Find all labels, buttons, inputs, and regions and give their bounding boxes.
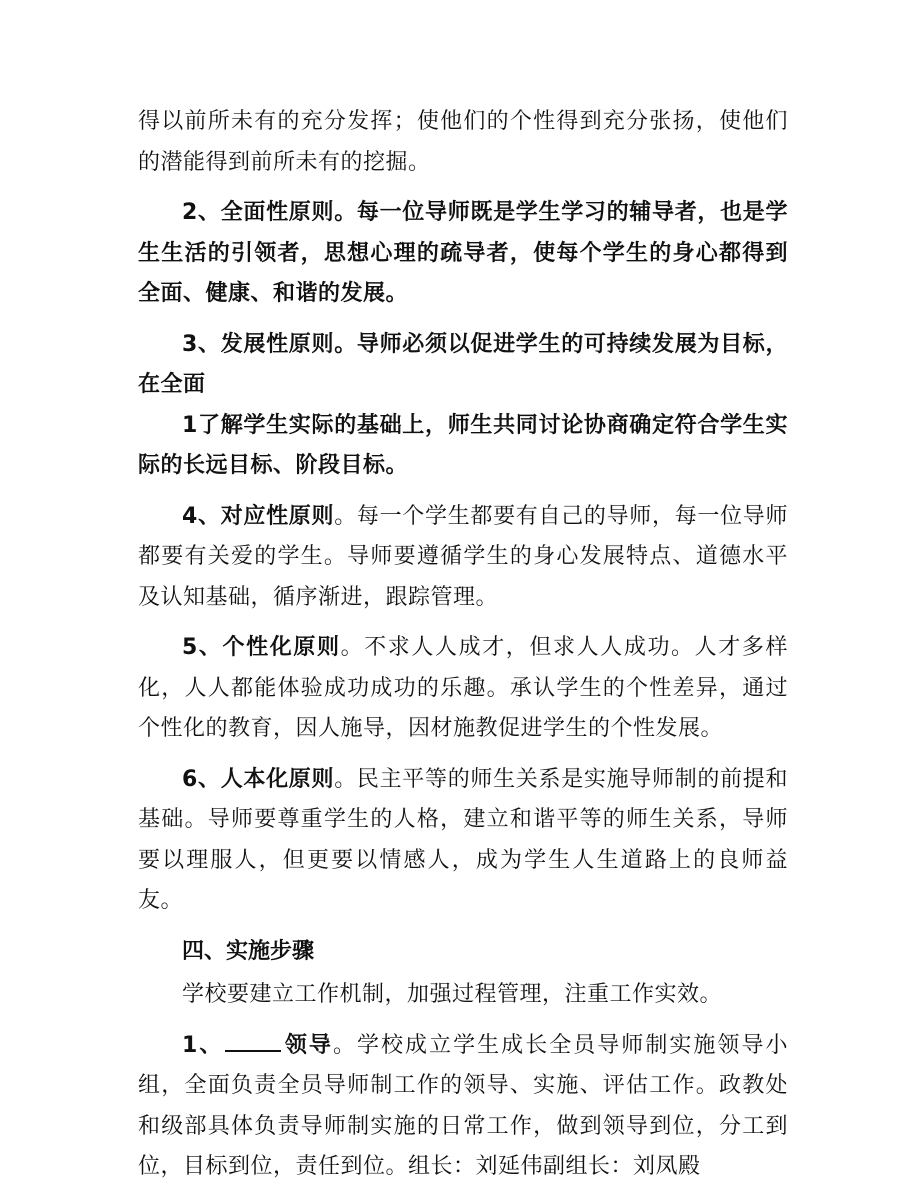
principle-correspondence-title: 4、对应性原则 <box>182 503 335 529</box>
implementation-leadership <box>138 1026 788 1188</box>
principle-humanistic <box>138 760 788 922</box>
principle-developmental: 3、发展性原则。导师必须以促进学生的可持续发展为目标，在全面 <box>138 331 788 397</box>
leadership-title: 领导 <box>283 1032 333 1058</box>
section-heading-implementation: 四、实施步骤 <box>182 938 315 964</box>
principle-humanistic-body: 。民主平等的师生关系是实施导师制的前提和基础。导师要尊重学生的人格，建立和谐平等的师生关系，导师要以理服人，但更要以情感人，成为学生人生道路上的良师益友。 <box>138 766 788 913</box>
leadership-number: 1、 <box>182 1032 224 1058</box>
principle-comprehensive: 2、全面性原则。每一位导师既是学生学习的辅导者，也是学生生活的引领者，思想心理的疏导者，使每个学生的身心都得到全面、健康、和谐的发展。 <box>138 200 788 306</box>
implementation-intro: 学校要建立工作机制，加强过程管理，注重工作实效。 <box>182 982 723 1007</box>
leadership-body: 。学校成立学生成长全员导师制实施领导小组，全面负责全员导师制工作的领导、实施、评估工作。政教处和级部具体负责导师制实施的日常工作，做到领导到位，分工到位，目标到位，责任到位。组长：刘延伟副组长：刘凤殿 <box>138 1032 788 1179</box>
paragraph-continuation: 得以前所未有的充分发挥；使他们的个性得到充分张扬，使他们的潜能得到前所未有的挖掘。 <box>138 109 788 175</box>
blank-underline <box>225 1028 281 1052</box>
principle-individualized <box>138 628 788 750</box>
principle-individualized-title: 5、个性化原则 <box>182 635 341 660</box>
principle-humanistic-title: 6、人本化原则 <box>182 766 335 792</box>
document-page <box>138 102 788 1198</box>
principle-individualized-body: 。不求人人成才，但求人人成功。人才多样化，人人都能体验成功成功的乐趣。承认学生的个性差异，通过个性化的教育，因人施导，因材施教促进学生的个性发展。 <box>138 635 788 741</box>
principle-correspondence <box>138 497 788 619</box>
principle-correspondence-body: 。每一个学生都要有自己的导师，每一位导师都要有关爱的学生。导师要遵循学生的身心发展特点、道德水平及认知基础，循序渐进，跟踪管理。 <box>138 503 788 610</box>
principle-developmental-continued: 1了解学生实际的基础上，师生共同讨论协商确定符合学生实际的长远目标、阶段目标。 <box>138 412 788 478</box>
